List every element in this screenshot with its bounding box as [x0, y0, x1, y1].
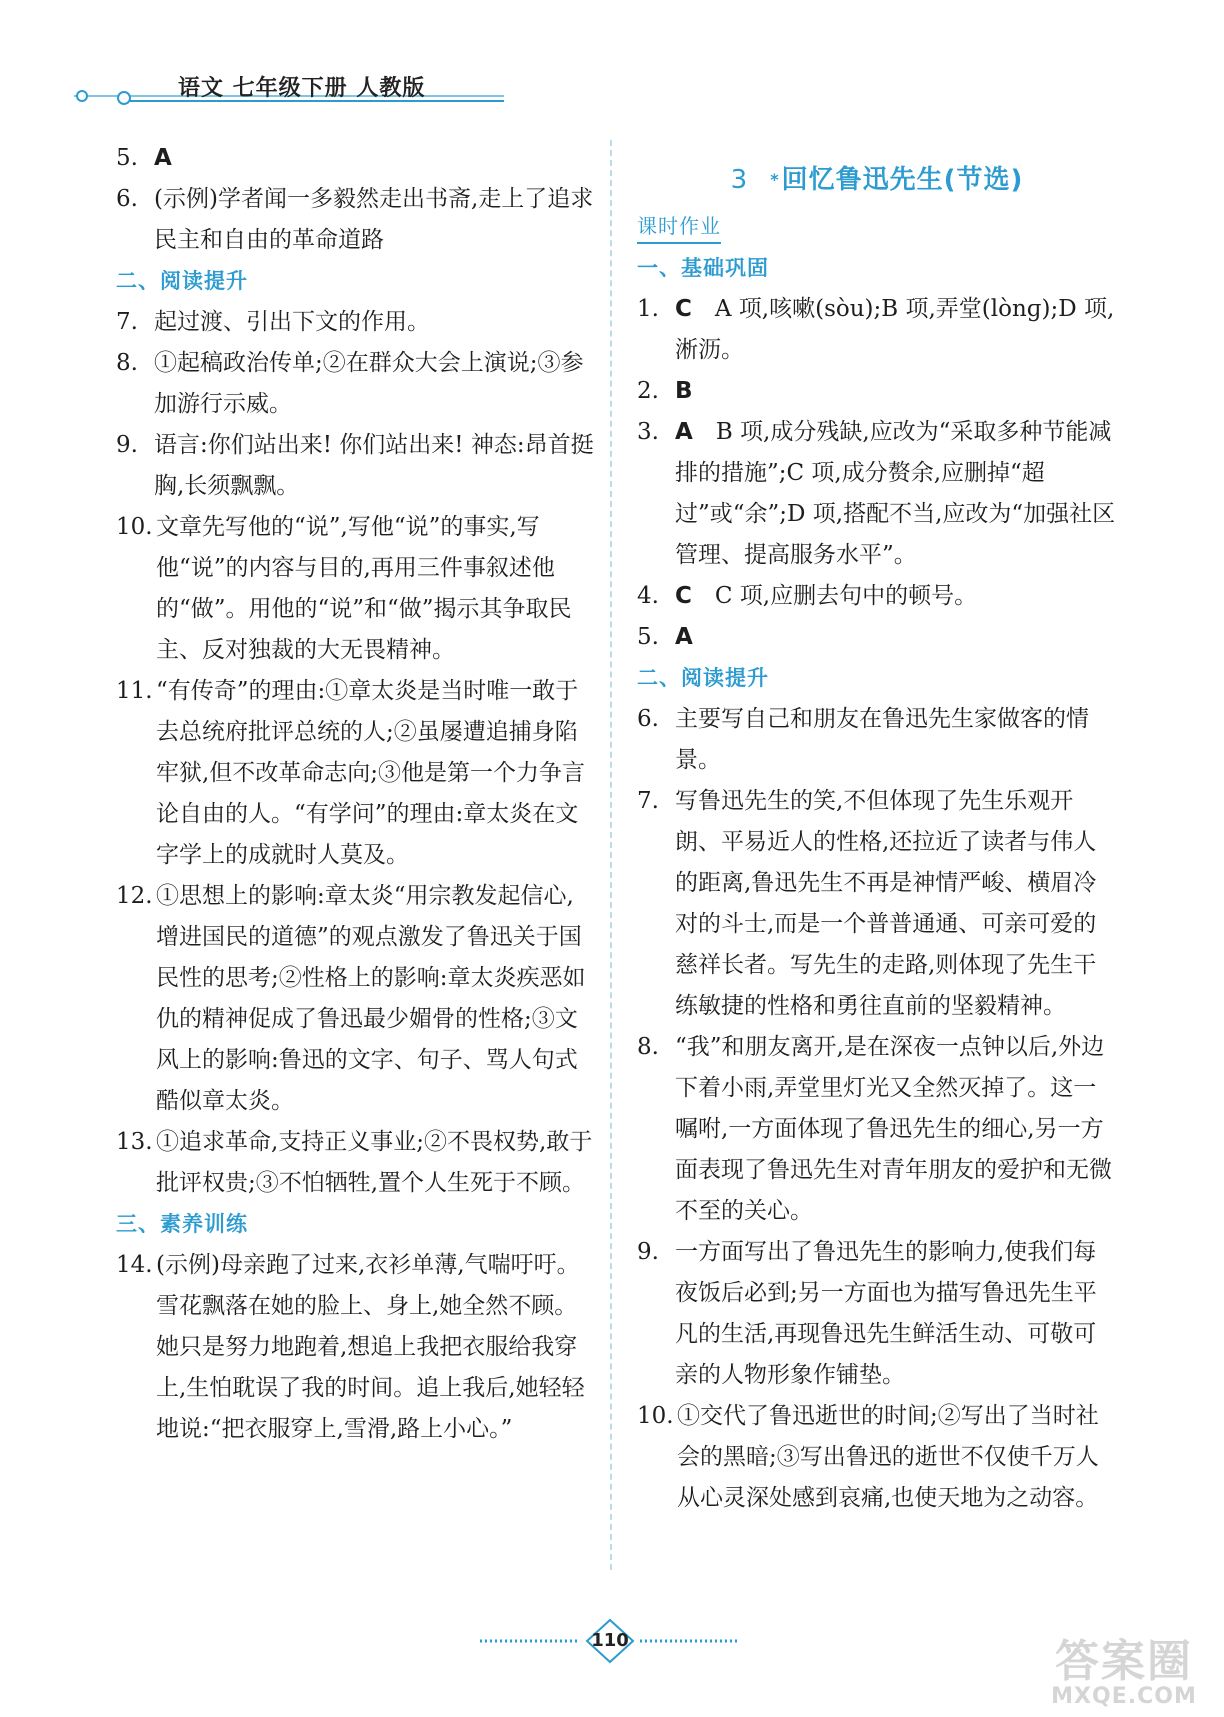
- question-number: 8.: [116, 350, 138, 376]
- answer-text: 文章先写他的“说”,写他“说”的事实,写他“说”的内容与目的,再用三件事叙述他的“做”。用他的“说”和“做”揭示其争取民主、反对独裁的大无畏精神。: [156, 514, 572, 663]
- question-number: 4.: [637, 583, 659, 609]
- answer-item: [637, 617, 1117, 658]
- section-heading: 一、基础巩固: [637, 256, 769, 280]
- answer-item: [637, 1396, 1117, 1519]
- answer-item: [637, 371, 1117, 412]
- question-number: 9.: [637, 1239, 659, 1265]
- question-number: 5.: [116, 145, 138, 171]
- answer-text: ①起稿政治传单;②在群众大会上演说;③参加游行示威。: [154, 350, 584, 417]
- question-number: 11.: [116, 678, 153, 704]
- answer-item: [116, 671, 596, 876]
- answer-text: 语言:你们站出来! 你们站出来! 神态:昂首挺胸,长须飘飘。: [154, 432, 594, 499]
- answer-text: 主要写自己和朋友在鲁迅先生家做客的情景。: [675, 706, 1089, 773]
- answer-text: “我”和朋友离开,是在深夜一点钟以后,外边下着小雨,弄堂里灯光又全然灭掉了。这一嘱咐,一方面体现了鲁迅先生的细心,另一方面表现了鲁迅先生对青年朋友的爱护和无微不至的关心。: [675, 1034, 1112, 1224]
- section-heading: 二、阅读提升: [116, 269, 248, 293]
- right-column: [637, 160, 1117, 1519]
- answer-choice: C: [675, 296, 692, 322]
- answer-text: “有传奇”的理由:①章太炎是当时唯一敢于去总统府批评总统的人;②虽屡遭追捕身陷牢狱,但不改革命志向;③他是第一个力争言论自由的人。“有学问”的理由:章太炎在文字学上的成就时人莫及。: [156, 678, 586, 868]
- question-number: 2.: [637, 378, 659, 404]
- answer-item: [116, 1245, 596, 1450]
- answer-text: A 项,咳嗽(sòu);B 项,弄堂(lònɡ);D 项,淅沥。: [675, 296, 1115, 363]
- right-items: [637, 248, 1117, 1519]
- answer-text: (示例)母亲跑了过来,衣衫单薄,气喘吁吁。雪花飘落在她的脸上、身上,她全然不顾。她只是努力地跑着,想追上我把衣服给我穿上,生怕耽误了我的时间。追上我后,她轻轻地说:“把衣服穿上,雪滑,路上小心。”: [156, 1252, 585, 1442]
- question-number: 10.: [116, 514, 153, 540]
- question-number: 12.: [116, 883, 153, 909]
- answer-item: [116, 179, 596, 261]
- lesson-number: 3: [730, 165, 749, 195]
- answer-item: [637, 412, 1117, 576]
- watermark-url: MXQE.COM: [1051, 1684, 1197, 1709]
- page-number: 110: [591, 1630, 629, 1651]
- question-number: 8.: [637, 1034, 659, 1060]
- answer-text: B 项,成分残缺,应改为“采取多种节能减排的措施”;C 项,成分赘余,应删掉“超过”或“余”;D 项,搭配不当,应改为“加强社区管理、提高服务水平”。: [675, 419, 1116, 568]
- question-number: 10.: [637, 1403, 674, 1429]
- answer-text: C 项,应删去句中的顿号。: [714, 583, 978, 609]
- homework-tag: 课时作业: [637, 210, 721, 244]
- answer-item: [637, 1027, 1117, 1232]
- section-heading: 三、素养训练: [116, 1212, 248, 1236]
- column-divider: [610, 140, 612, 1570]
- answer-item: [116, 425, 596, 507]
- answer-text: 写鲁迅先生的笑,不但体现了先生乐观开朗、平易近人的性格,还拉近了读者与伟人的距离,鲁迅先生不再是神情严峻、横眉冷对的斗士,而是一个普普通通、可亲可爱的慈祥长者。写先生的走路,则体现了先生干练敏捷的性格和勇往直前的坚毅精神。: [675, 788, 1097, 1019]
- lesson-title: [637, 160, 1117, 200]
- answer-text: ①追求革命,支持正义事业;②不畏权势,敢于批评权贵;③不怕牺牲,置个人生死于不顾。: [156, 1129, 593, 1196]
- question-number: 7.: [116, 309, 138, 335]
- watermark-logo: 答案圈: [1055, 1636, 1193, 1687]
- question-number: 7.: [637, 788, 659, 814]
- question-number: 3.: [637, 419, 659, 445]
- question-number: 5.: [637, 624, 659, 650]
- question-number: 9.: [116, 432, 138, 458]
- answer-item: [116, 302, 596, 343]
- star-mark: *: [770, 170, 780, 189]
- answer-item: [116, 507, 596, 671]
- answer-text: 起过渡、引出下文的作用。: [154, 309, 430, 335]
- answer-item: [637, 781, 1117, 1027]
- answer-item: [116, 876, 596, 1122]
- question-number: 1.: [637, 296, 659, 322]
- answer-item: [637, 289, 1117, 371]
- answer-item: [637, 699, 1117, 781]
- answer-choice: C: [675, 583, 692, 609]
- answer-choice: A: [154, 145, 172, 171]
- answer-item: [116, 138, 596, 179]
- answer-text: 一方面写出了鲁迅先生的影响力,使我们每夜饭后必到;另一方面也为描写鲁迅先生平凡的生活,再现鲁迅先生鲜活生动、可敬可亲的人物形象作铺垫。: [675, 1239, 1097, 1388]
- answer-choice: A: [675, 419, 693, 445]
- book-title: 语文 七年级下册 人教版: [178, 76, 426, 101]
- section-heading: 二、阅读提升: [637, 666, 769, 690]
- answer-text: ①思想上的影响:章太炎“用宗教发起信心,增进国民的道德”的观点激发了鲁迅关于国民性的思考;②性格上的影响:章太炎疾恶如仇的精神促成了鲁迅最少媚骨的性格;③文风上的影响:鲁迅的文字、句子、骂人句式酷似章太炎。: [156, 883, 586, 1114]
- question-number: 6.: [637, 706, 659, 732]
- question-number: 14.: [116, 1252, 153, 1278]
- left-column: [116, 138, 596, 1450]
- watermark: [1034, 1636, 1214, 1709]
- answer-item: [637, 576, 1117, 617]
- answer-text: ①交代了鲁迅逝世的时间;②写出了当时社会的黑暗;③写出鲁迅的逝世不仅使千万人从心灵深处感到哀痛,也使天地为之动容。: [677, 1403, 1099, 1511]
- answer-choice: B: [675, 378, 693, 404]
- answer-item: [116, 343, 596, 425]
- answer-item: [637, 1232, 1117, 1396]
- answer-choice: A: [675, 624, 693, 650]
- answer-item: [116, 1122, 596, 1204]
- question-number: 6.: [116, 186, 138, 212]
- answer-text: (示例)学者闻一多毅然走出书斋,走上了追求民主和自由的革命道路: [154, 186, 594, 253]
- question-number: 13.: [116, 1129, 153, 1155]
- lesson-name: 回忆鲁迅先生(节选): [781, 165, 1024, 195]
